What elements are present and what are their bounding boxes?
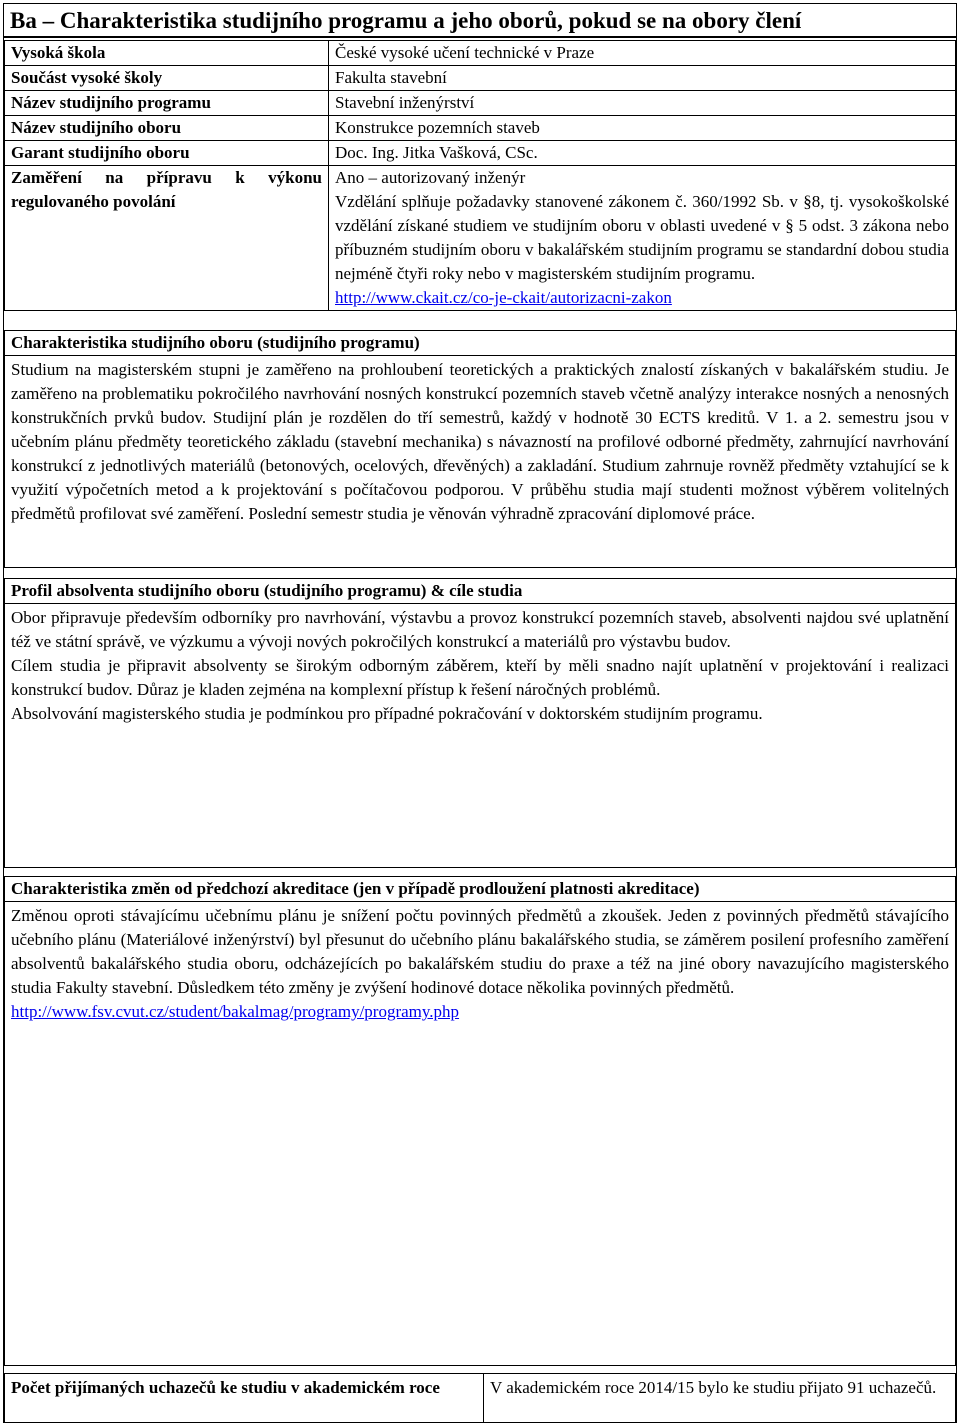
profile-heading: Profil absolventa studijního oboru (studijního programu) & cíle studia — [5, 579, 955, 604]
info-table — [4, 40, 956, 311]
info-row-faculty — [5, 66, 956, 91]
characteristics-text: Studium na magisterském stupni je zaměřeno na prohloubení teoretických a praktických znalostí získaných v bakalářském studiu. Je zaměřeno na problematiku pokročilého navrhování nosných konstrukcí pozemních staveb včetně analýzy interakce nosných a nenosných konstrukčních prvků budov. Studijní plán je rozdělen do tří semestrů, každý v hodnotě 30 ECTS kreditů. V 1. a 2. semestru jsou v učebním plánu předměty teoretického základu (stavební mechanika) s návazností na profilové odborné předměty, zahrnující navrhování konstrukcí z jednotlivých materiálů (betonových, ocelových, dřevěných) a zakladání. Studium zahrnuje rovněž předměty vztahující se k využití výpočetních metod a k projektování s počítačovou podporou. V průběhu studia mají studenti možnost výběrem volitelných předmětů profilovat své zaměření. Poslední semestr studia je věnován výhradně zpracování diplomové práce. — [11, 360, 949, 523]
program-label: Název studijního programu — [5, 91, 329, 116]
profile-paragraph: Cílem studia je připravit absolventy se širokým odborným záběrem, kteří by měli snadno najít uplatnění v projektování i realizaci konstrukcí budov. Důraz je kladen zejména na komplexní přístup k řešení náročných problémů. — [11, 656, 949, 699]
program-value: Stavební inženýrství — [329, 91, 956, 116]
admission-value: V akademickém roce 2014/15 bylo ke studiu přijato 91 uchazečů. — [484, 1374, 956, 1423]
info-row-field — [5, 116, 956, 141]
field-value: Konstrukce pozemních staveb — [329, 116, 956, 141]
school-label: Vysoká škola — [5, 41, 329, 66]
profile-section — [4, 578, 956, 868]
changes-text: Změnou oproti stávajícímu učebnímu plánu je snížení počtu povinných předmětů a zkoušek. Jeden z povinných předmětů stávajícího učebního plánu (Materiálové inženýrství) byl přesunut do učebního plánu bakalářského studia, se záměrem posilení profesního zaměření absolventů bakalářského studia oboru, odcházejících po bakalářském studiu do praxe a též na jiné obory navazujícího magisterského studia Fakulty stavební. Důsledkem této změny je zvýšení hodinové dotace několika povinných předmětů. — [11, 906, 949, 997]
changes-section — [4, 876, 956, 1366]
admission-row — [5, 1374, 956, 1423]
focus-answer: Ano – autorizovaný inženýr — [335, 168, 526, 187]
focus-label: Zaměření na přípravu k výkonu regulovaného povolání — [5, 166, 329, 311]
school-value: České vysoké učení technické v Praze — [329, 41, 956, 66]
focus-link[interactable]: http://www.ckait.cz/co-je-ckait/autorizacni-zakon — [335, 288, 672, 307]
characteristics-section — [4, 330, 956, 568]
focus-value — [329, 166, 956, 311]
info-row-school — [5, 41, 956, 66]
info-row-guarantor — [5, 141, 956, 166]
guarantor-value: Doc. Ing. Jitka Vašková, CSc. — [329, 141, 956, 166]
admission-table — [4, 1373, 956, 1423]
characteristics-heading: Charakteristika studijního oboru (studijního programu) — [5, 331, 955, 356]
info-row-program — [5, 91, 956, 116]
profile-body — [5, 604, 955, 728]
profile-paragraph: Obor připravuje především odborníky pro navrhování, výstavbu a provoz konstrukcí pozemních staveb, absolventi najdou své uplatnění též ve státní správě, ve výzkumu a vývoji nových pokročilých konstrukcí a materiálů pro výstavbu budov. — [11, 608, 949, 651]
guarantor-label: Garant studijního oboru — [5, 141, 329, 166]
profile-paragraph: Absolvování magisterského studia je podmínkou pro případné pokračování v doktorském studijním programu. — [11, 704, 763, 723]
faculty-label: Součást vysoké školy — [5, 66, 329, 91]
changes-body — [5, 902, 955, 1026]
field-label: Název studijního oboru — [5, 116, 329, 141]
changes-heading: Charakteristika změn od předchozí akreditace (jen v případě prodloužení platnosti akreditace) — [5, 877, 955, 902]
changes-link[interactable]: http://www.fsv.cvut.cz/student/bakalmag/programy/programy.php — [11, 1002, 460, 1021]
page-title: Ba – Charakteristika studijního programu a jeho oborů, pokud se na obory člení — [4, 4, 956, 38]
info-row-focus — [5, 166, 956, 311]
faculty-value: Fakulta stavební — [329, 66, 956, 91]
admission-label: Počet přijímaných uchazečů ke studiu v akademickém roce — [5, 1374, 484, 1423]
focus-text: Vzdělání splňuje požadavky stanovené zákonem č. 360/1992 Sb. v §8, tj. vysokoškolské vzdělání získané studiem ve studijním oboru v oblasti uvedené v § 5 odst. 3 zákona nebo příbuzném studijním oboru v bakalářském studijním programu se standardní dobou studia nejméně čtyři roky nebo v magisterském studijním programu. — [335, 192, 949, 283]
